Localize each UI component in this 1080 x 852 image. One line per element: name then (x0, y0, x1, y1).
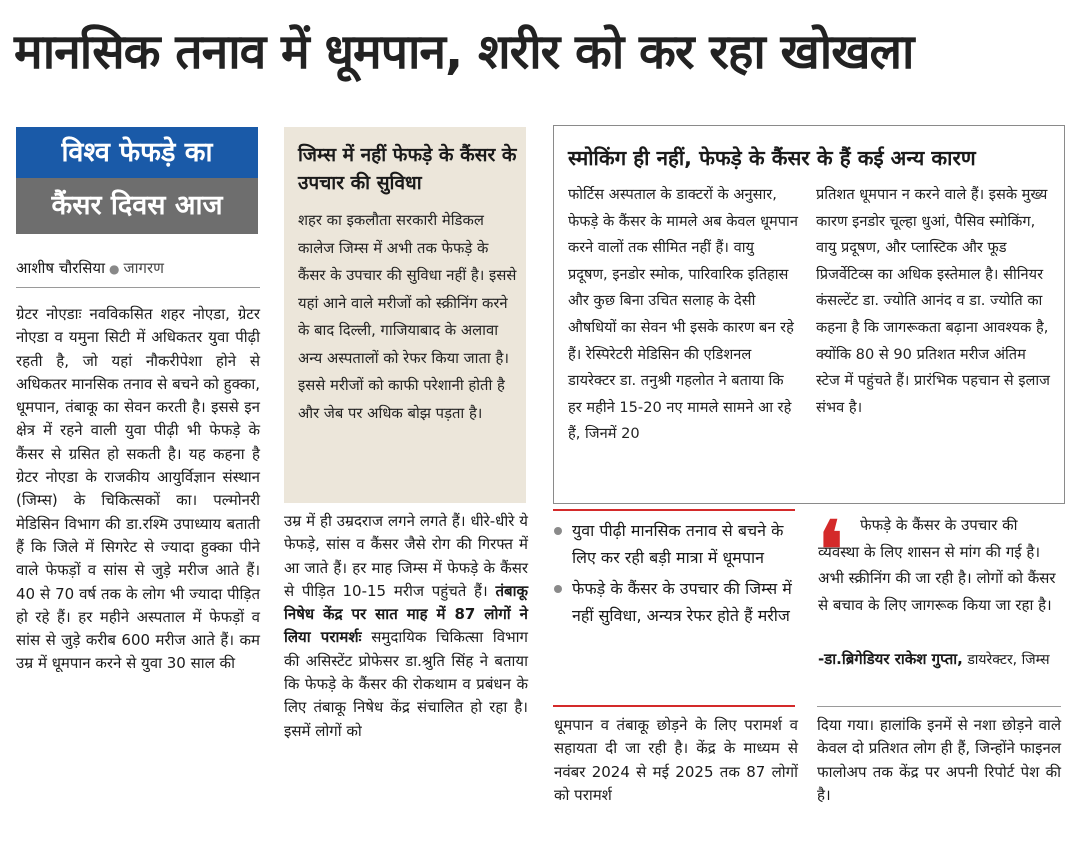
quote-mark-icon: ❛ (818, 505, 844, 596)
main-story-column-4: दिया गया। हालांकि इनमें से नशा छोड़ने वाले केवल दो प्रतिशत लोग ही हैं, जिन्होंने फाइनल फालोअप तक केंद्र पर अपनी रिपोर्ट पेश की है। (817, 716, 1061, 804)
quote-bottom-rule (817, 706, 1061, 707)
highlights-top-rule (553, 509, 795, 511)
byline-author: आशीष चौरसिया (16, 259, 106, 277)
byline (16, 255, 258, 281)
main-story-column-2 (284, 510, 528, 743)
column-2-text-b: समुदायिक चिकित्सा विभाग की असिस्टेंट प्रोफेसर डा.श्रुति सिंह ने बताया कि फेफड़े के कैंसर की रोकथाम व प्रबंधन के लिए तंबाकू निषेध केंद्र संचालित हो रहा है। इसमें लोगों को (284, 628, 528, 740)
main-story-column-1: ग्रेटर नोएडाः नवविकसित शहर नोएडा, ग्रेटर नोएडा व यमुना सिटी में अधिकतर युवा पीढ़ी रहती है, जो यहां नौकरीपेशा होने से अधिकतर मानसिक तनाव से बचने को हुक्का, धूमपान, तंबाकू का सेवन करती है। इससे इन क्षेत्र में रहने वाली युवा पीढ़ी भी फेफड़े के कैंसर से ग्रसित हो सकती है। यह कहना है ग्रेटर नोएडा के राजकीय आयुर्विज्ञान संस्थान (जिम्स) के चिकित्सकों का। पल्मोनरी मेडिसिन विभाग की डा.रश्मि उपाध्याय बताती हैं कि जिले में सिगरेट से ज्यादा हुक्का पीने वाले फेफड़ों व सांस से जुड़े मरीज आते हैं। 40 से 70 वर्ष तक के लोग भी ज्यादा पीड़ित हो रहे हैं। हर महीने अस्पताल में फेफड़ों व सांस से जुड़े करीब 600 मरीज आते हैं। कम उम्र में धूमपान करने से युवा 30 साल की (16, 305, 260, 673)
bullet-dot-icon (554, 585, 562, 593)
highlight-text: युवा पीढ़ी मानसिक तनाव से बचने के लिए कर रही बड़ी मात्रा में धूमपान (572, 521, 784, 567)
quote-author: -डा.ब्रिगेडियर राकेश गुप्ता, (818, 650, 963, 668)
column-2-text-a: उम्र में ही उम्रदराज लगने लगते हैं। धीरे-धीरे ये फेफड़े, सांस व कैंसर जैसे रोग की गिरफ्त में आ जाते हैं। हर माह जिम्स में फेफड़े के कैंसर से पीड़ित 10-15 मरीज पहुंचते हैं। (284, 512, 528, 600)
quote-designation: डायरेक्टर, जिम्स (967, 652, 1050, 668)
boxed-story-col-right: प्रतिशत धूमपान न करने वाले हैं। इसके मुख्य कारण इनडोर चूल्हा धुआं, पैसिव स्मोकिंग, वायु प्रदूषण, और प्लास्टिक और फूड प्रिजर्वेटिव्स का अधिक इस्तेमाल है। सीनियर कंसल्टेंट डा. ज्योति आनंद व डा. ज्योति का कहना है कि जागरूकता बढ़ाना आवश्यक है, क्योंकि 80 से 90 प्रतिशत मरीज अंतिम स्टेज में पहुंचते हैं। प्रारंभिक पहचान से इलाज संभव है। (816, 186, 1050, 416)
flag-line-1: विश्व फेफड़े का (16, 127, 258, 178)
subhead-tobacco-center: तंबाकू निषेध केंद्र पर सात माह में 87 लोगों ने लिया परामर्शः (284, 581, 528, 647)
quote-attribution (818, 646, 1058, 673)
byline-dot-icon: ● (109, 262, 120, 276)
sidebar-title: जिम्स में नहीं फेफड़े के कैंसर के उपचार की सुविधा (298, 144, 517, 194)
main-story-column-3: धूमपान व तंबाकू छोड़ने के लिए परामर्श व सहायता दी जा रही है। केंद्र के माध्यम से नवंबर 2024 से मई 2025 तक 87 लोगों को परामर्श (554, 716, 798, 804)
byline-source: जागरण (123, 259, 164, 277)
highlight-text: फेफड़े के कैंसर के उपचार की जिम्स में नहीं सुविधा, अन्यत्र रेफर होते हैं मरीज (572, 579, 792, 625)
boxed-story-col-left: फोर्टिस अस्पताल के डाक्टरों के अनुसार, फेफड़े के कैंसर के मामले अब केवल धूमपान करने वालों तक सीमित नहीं हैं। वायु प्रदूषण, इनडोर स्मोक, पारिवारिक इतिहास और कुछ बिना उचित सलाह के देसी औषधियों का सेवन भी इसके कारण बन रहे हैं। रेस्पिरेटरी मेडिसिन की एडिशनल डायरेक्टर डा. तनुश्री गहलोत ने बताया कि हर महीने 15-20 नए मामले सामने आ रहे हैं, जिनमें 20 (568, 186, 798, 443)
bullet-dot-icon (554, 527, 562, 535)
highlights-bottom-rule (553, 705, 795, 707)
headline: मानसिक तनाव में धूमपान, शरीर को कर रहा खोखला (14, 24, 914, 80)
quote-body: फेफड़े के कैंसर के उपचार की व्यवस्था के लिए शासन से मांग की गई है। अभी स्क्रीनिंग की जा रही है। लोगों को कैंसर से बचाव के लिए जागरूक किया जा रहा है। (818, 516, 1056, 614)
boxed-story-title: स्मोकिंग ही नहीं, फेफड़े के कैंसर के हैं कई अन्य कारण (568, 146, 976, 170)
highlight-item (554, 517, 794, 571)
highlights-list (554, 517, 794, 633)
highlight-item (554, 575, 794, 629)
sidebar-body: शहर का इकलौता सरकारी मेडिकल कालेज जिम्स में अभी तक फेफड़े के कैंसर के उपचार की सुविधा नहीं है। इससे यहां आने वाले मरीजों को स्क्रीनिंग करने के बाद दिल्ली, गाजियाबाद के अलावा अन्य अस्पतालों को रेफर किया जाता है। इससे मरीजों को काफी परेशानी होती है और जेब पर अधिक बोझ पड़ता है। (298, 212, 517, 422)
byline-divider (16, 287, 260, 288)
flag-line-2: कैंसर दिवस आज (16, 178, 258, 234)
quote-text (818, 505, 1058, 618)
